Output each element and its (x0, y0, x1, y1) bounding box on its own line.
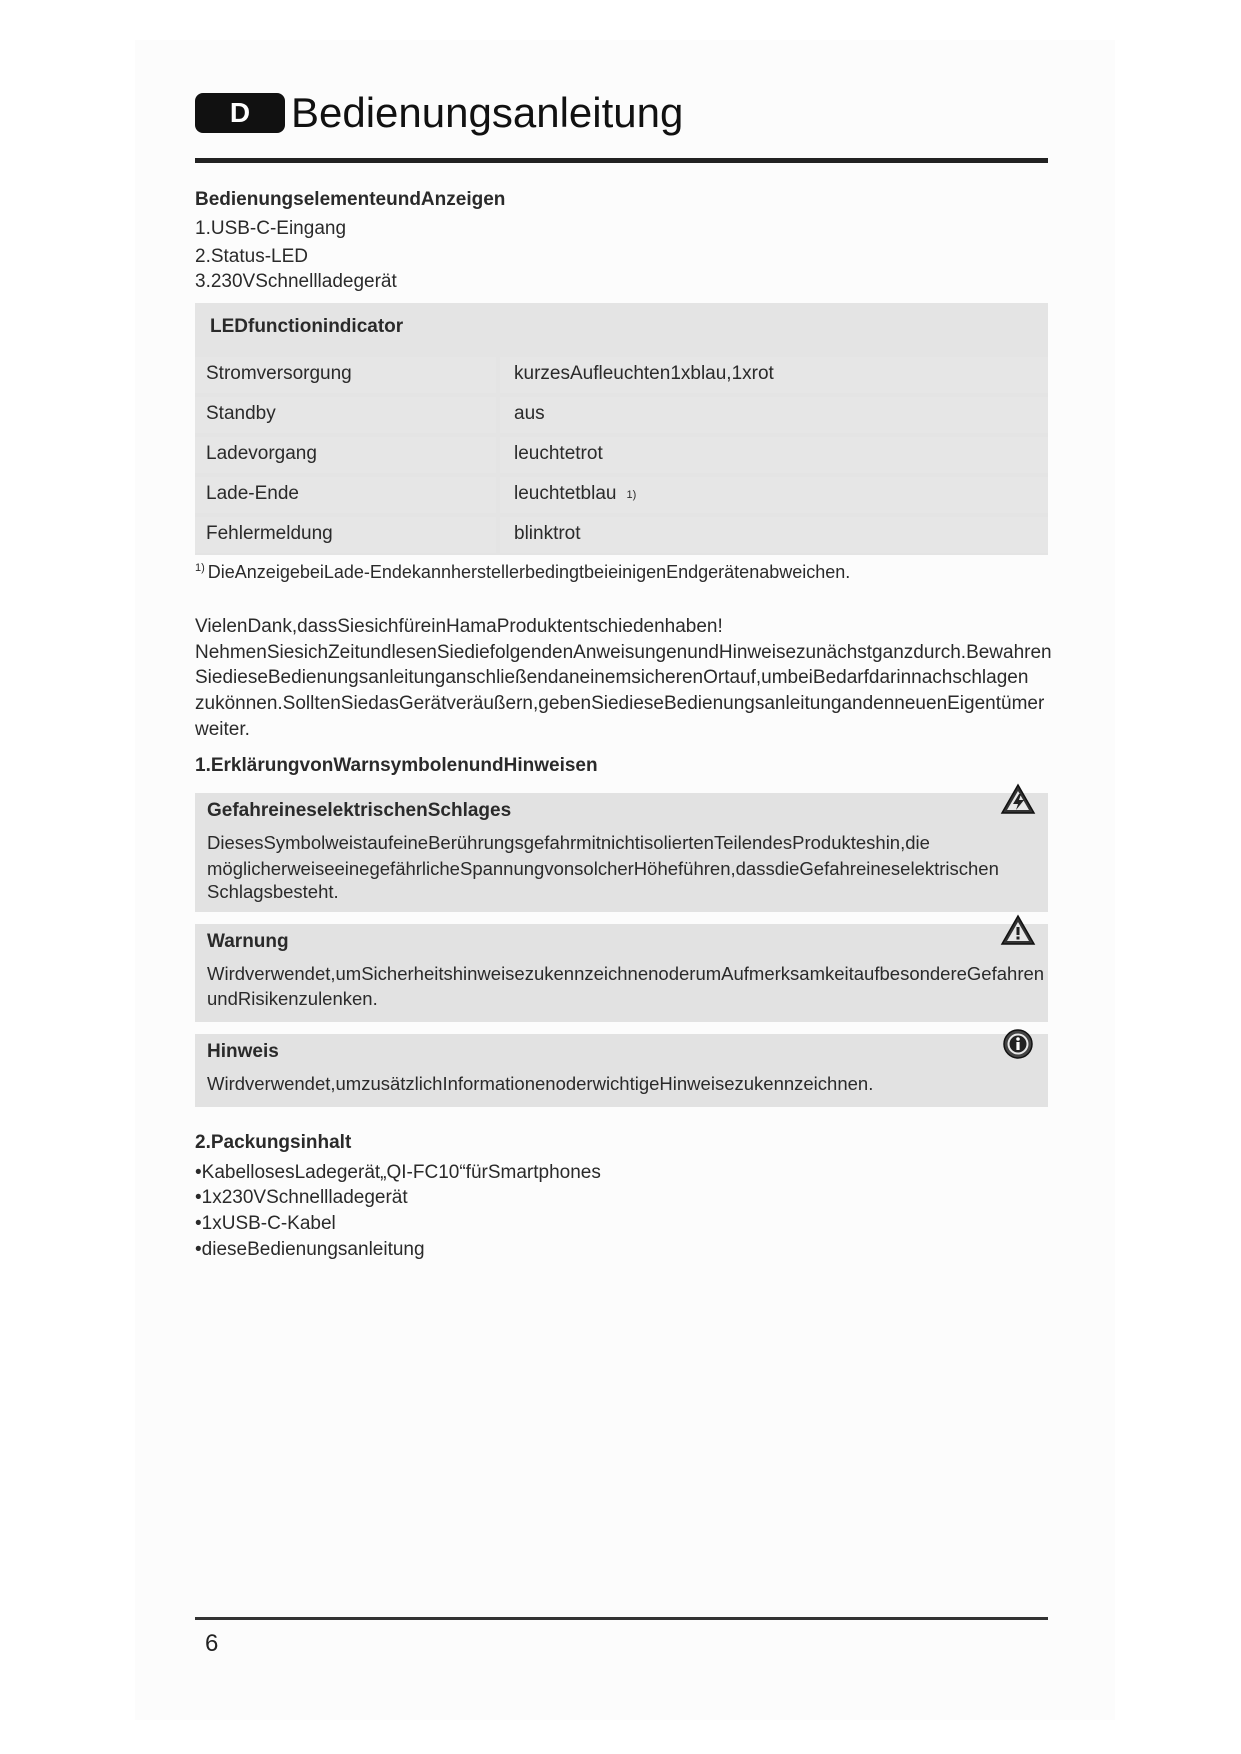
section-1-title: 1.ErklärungvonWarnsymbolenundHinweisen (195, 755, 598, 777)
notice-box-electric (195, 793, 1048, 912)
notice-line: möglicherweiseeinegefährlicheSpannungvonsolcherHöheführen,dassdieGefahreineselektrischen (207, 857, 999, 879)
led-display-text: kurzesAufleuchten1xblau,1xrot (514, 363, 774, 385)
notice-box-info (195, 1034, 1048, 1107)
notice-title: GefahreineselektrischenSchlages (207, 800, 512, 822)
led-display-text: leuchtetrot (514, 443, 603, 465)
notice-title: Hinweis (207, 1041, 279, 1063)
header-rule (195, 158, 1048, 163)
led-display (500, 437, 1048, 473)
page-title: Bedienungsanleitung (291, 89, 684, 136)
footnote-text: DieAnzeigebeiLade-EndekannherstellerbedingtbeieinigenEndgerätenabweichen. (207, 561, 851, 582)
led-state: Standby (195, 397, 496, 433)
notice-text (207, 1071, 978, 1097)
content (195, 188, 1052, 1262)
table-footnote (195, 561, 1048, 584)
table-row (195, 397, 1048, 433)
page-header (195, 88, 683, 138)
list-item: •dieseBedienungsanleitung (195, 1238, 425, 1260)
notice-title: Warnung (207, 930, 289, 952)
intro-line: weiter. (195, 718, 250, 740)
intro-line: zukönnen.SolltenSiedasGerätveräußern,gebenSiedieseBedienungsanleitungandenneuenEigentümer (195, 693, 1045, 715)
notice-line: undRisikenzulenken. (207, 988, 378, 1010)
intro-line: SiedieseBedienungsanleitunganschließendaneinemsicherenOrtauf,umbeiBedarfdarinnachschlagen (195, 667, 1029, 689)
led-display (500, 397, 1048, 433)
table-row (195, 477, 1048, 513)
led-display (500, 357, 1048, 393)
led-state: Fehlermeldung (195, 517, 496, 553)
language-badge: D (195, 93, 285, 133)
notice-line: Wirdverwendet,umzusätzlichInformationenoderwichtigeHinweisezukennzeichnen. (207, 1073, 874, 1094)
intro-line: VielenDank,dassSiesichfüreinHamaProduktentschiedenhaben! (195, 616, 723, 638)
table-row (195, 437, 1048, 473)
warning-triangle-icon (1000, 914, 1036, 946)
led-state: Stromversorgung (195, 357, 496, 393)
package-contents-list (195, 1160, 1048, 1263)
table-row (195, 357, 1048, 393)
led-display (500, 517, 1048, 553)
list-item: •1xUSB-C-Kabel (195, 1212, 336, 1234)
page-number: 6 (205, 1630, 219, 1657)
notice-line: Schlagsbesteht. (207, 880, 339, 902)
led-display-text: leuchtetblau (514, 483, 617, 505)
led-state: Lade-Ende (195, 477, 496, 513)
info-icon (1000, 1028, 1036, 1060)
notice-line: DiesesSymbolweistaufeineBerührungsgefahrmitnichtisoliertenTeilendesProdukteshin,die (207, 831, 930, 853)
intro-line: NehmenSiesichZeitundlesenSiediefolgendenAnweisungenundHinweisezunächstganzdurch.Bewahren (195, 641, 1052, 663)
list-item: •1x230VSchnellladegerät (195, 1187, 408, 1209)
footnote-mark: 1) (195, 561, 205, 574)
list-item: •KabellosesLadegerät„QI-FC10“fürSmartphones (195, 1161, 601, 1183)
footer-rule (195, 1617, 1048, 1620)
led-display-text: aus (514, 403, 545, 425)
controls-heading: BedienungselementeundAnzeigen (195, 189, 506, 210)
controls-item: 2.Status-LED (195, 246, 308, 268)
notice-text (207, 961, 1045, 1013)
electric-warning-icon (1000, 783, 1036, 815)
controls-item: 1.USB-C-Eingang (195, 217, 347, 239)
notice-line: Wirdverwendet,umSicherheitshinweisezukennzeichnenoderumAufmerksamkeitaufbesondereGefahren (207, 962, 1045, 984)
led-display (500, 477, 1048, 513)
table-row (195, 517, 1048, 553)
footnote-reference: 1) (626, 488, 637, 501)
led-function-table (195, 303, 1048, 555)
notice-box-warning (195, 924, 1048, 1022)
led-display-text: blinktrot (514, 523, 581, 545)
controls-item: 3.230VSchnellladegerät (195, 271, 397, 293)
section-2-title: 2.Packungsinhalt (195, 1131, 352, 1153)
led-state: Ladevorgang (195, 437, 496, 473)
led-table-title: LEDfunctionindicator (210, 316, 404, 338)
intro-paragraph (195, 614, 1052, 742)
notice-text (207, 830, 999, 902)
